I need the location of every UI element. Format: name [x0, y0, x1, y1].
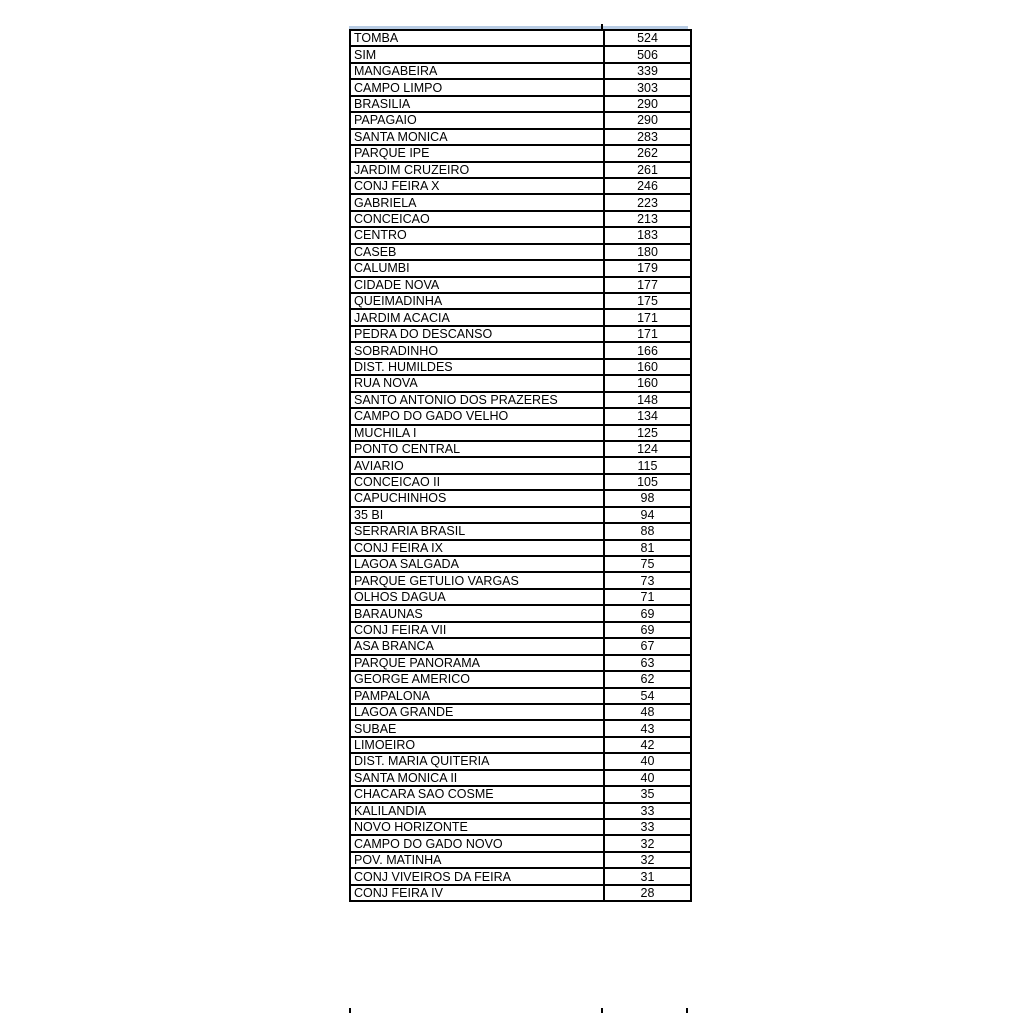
neighborhood-name: SANTO ANTONIO DOS PRAZERES [350, 392, 604, 408]
table-row [350, 540, 691, 556]
count-value: 166 [604, 342, 691, 358]
count-value: 40 [604, 770, 691, 786]
table-row [350, 30, 691, 46]
neighborhood-name: QUEIMADINHA [350, 293, 604, 309]
neighborhood-name: PEDRA DO DESCANSO [350, 326, 604, 342]
table-row [350, 359, 691, 375]
neighborhood-name: CONJ FEIRA VII [350, 622, 604, 638]
neighborhood-name: CONCEICAO II [350, 474, 604, 490]
table-row [350, 688, 691, 704]
neighborhood-name: RUA NOVA [350, 375, 604, 391]
neighborhood-name: PARQUE IPE [350, 145, 604, 161]
table-row [350, 309, 691, 325]
neighborhood-name: BRASILIA [350, 96, 604, 112]
neighborhood-name: CASEB [350, 244, 604, 260]
count-value: 54 [604, 688, 691, 704]
count-value: 160 [604, 375, 691, 391]
table-row [350, 112, 691, 128]
count-value: 32 [604, 835, 691, 851]
table-row [350, 753, 691, 769]
table-row [350, 425, 691, 441]
count-value: 115 [604, 457, 691, 473]
neighborhood-name: SERRARIA BRASIL [350, 523, 604, 539]
neighborhood-name: SIM [350, 46, 604, 62]
count-value: 177 [604, 277, 691, 293]
table-row [350, 770, 691, 786]
count-value: 124 [604, 441, 691, 457]
count-value: 125 [604, 425, 691, 441]
neighborhood-name: CIDADE NOVA [350, 277, 604, 293]
table-row [350, 293, 691, 309]
table-row [350, 457, 691, 473]
count-value: 75 [604, 556, 691, 572]
table-row [350, 622, 691, 638]
neighborhood-name: SOBRADINHO [350, 342, 604, 358]
table-row [350, 79, 691, 95]
neighborhood-name: CAMPO DO GADO VELHO [350, 408, 604, 424]
neighborhood-name: SANTA MONICA [350, 129, 604, 145]
neighborhood-name: CONJ FEIRA IX [350, 540, 604, 556]
neighborhood-name: CAPUCHINHOS [350, 490, 604, 506]
count-value: 175 [604, 293, 691, 309]
neighborhood-name: TOMBA [350, 30, 604, 46]
table-row [350, 474, 691, 490]
count-value: 31 [604, 868, 691, 884]
neighborhood-name: PARQUE PANORAMA [350, 655, 604, 671]
table-row [350, 885, 691, 901]
count-value: 33 [604, 803, 691, 819]
table-row [350, 803, 691, 819]
table-row [350, 244, 691, 260]
count-value: 223 [604, 194, 691, 210]
count-value: 213 [604, 211, 691, 227]
count-value: 94 [604, 507, 691, 523]
neighborhood-name: PARQUE GETULIO VARGAS [350, 572, 604, 588]
table-row [350, 507, 691, 523]
neighborhood-name: BARAUNAS [350, 605, 604, 621]
count-value: 171 [604, 326, 691, 342]
count-value: 69 [604, 605, 691, 621]
count-value: 290 [604, 112, 691, 128]
count-value: 69 [604, 622, 691, 638]
count-value: 67 [604, 638, 691, 654]
table-row [350, 408, 691, 424]
table-row [350, 162, 691, 178]
neighborhood-name: 35 BI [350, 507, 604, 523]
table-row [350, 96, 691, 112]
neighborhood-name: PAPAGAIO [350, 112, 604, 128]
count-value: 40 [604, 753, 691, 769]
count-value: 261 [604, 162, 691, 178]
count-value: 43 [604, 720, 691, 736]
neighborhood-name: JARDIM ACACIA [350, 309, 604, 325]
neighborhood-name: DIST. HUMILDES [350, 359, 604, 375]
neighborhood-name: GEORGE AMERICO [350, 671, 604, 687]
neighborhood-name: PONTO CENTRAL [350, 441, 604, 457]
table-row [350, 638, 691, 654]
table-row [350, 852, 691, 868]
table-row [350, 46, 691, 62]
neighborhood-name: DIST. MARIA QUITERIA [350, 753, 604, 769]
table-row [350, 786, 691, 802]
neighborhood-name: LAGOA GRANDE [350, 704, 604, 720]
neighborhood-name: AVIARIO [350, 457, 604, 473]
neighborhood-name: CAMPO LIMPO [350, 79, 604, 95]
neighborhood-name: KALILANDIA [350, 803, 604, 819]
table-row [350, 129, 691, 145]
table-row [350, 523, 691, 539]
count-value: 134 [604, 408, 691, 424]
table-row [350, 178, 691, 194]
count-value: 71 [604, 589, 691, 605]
count-value: 160 [604, 359, 691, 375]
neighborhood-name: CAMPO DO GADO NOVO [350, 835, 604, 851]
table-row [350, 227, 691, 243]
neighborhood-name: OLHOS DAGUA [350, 589, 604, 605]
neighborhood-name: GABRIELA [350, 194, 604, 210]
table-row [350, 260, 691, 276]
table-row [350, 605, 691, 621]
neighborhood-name: JARDIM CRUZEIRO [350, 162, 604, 178]
table-row [350, 375, 691, 391]
table-row [350, 277, 691, 293]
count-value: 246 [604, 178, 691, 194]
neighborhood-name: ASA BRANCA [350, 638, 604, 654]
neighborhood-table [349, 29, 692, 902]
table-row [350, 819, 691, 835]
count-value: 179 [604, 260, 691, 276]
neighborhood-name: MUCHILA I [350, 425, 604, 441]
count-value: 98 [604, 490, 691, 506]
neighborhood-name: MANGABEIRA [350, 63, 604, 79]
neighborhood-name: CALUMBI [350, 260, 604, 276]
count-value: 35 [604, 786, 691, 802]
neighborhood-name: CONCEICAO [350, 211, 604, 227]
neighborhood-name: LAGOA SALGADA [350, 556, 604, 572]
count-value: 262 [604, 145, 691, 161]
neighborhood-name: CONJ FEIRA X [350, 178, 604, 194]
table-row [350, 655, 691, 671]
table-row [350, 589, 691, 605]
table-row [350, 572, 691, 588]
neighborhood-name: CONJ FEIRA IV [350, 885, 604, 901]
count-value: 524 [604, 30, 691, 46]
neighborhood-name: NOVO HORIZONTE [350, 819, 604, 835]
neighborhood-name: SUBAE [350, 720, 604, 736]
count-value: 180 [604, 244, 691, 260]
neighborhood-name: POV. MATINHA [350, 852, 604, 868]
count-value: 506 [604, 46, 691, 62]
count-value: 73 [604, 572, 691, 588]
table-row [350, 326, 691, 342]
count-value: 283 [604, 129, 691, 145]
table-row [350, 737, 691, 753]
table-row [350, 392, 691, 408]
count-value: 33 [604, 819, 691, 835]
table-row [350, 671, 691, 687]
table-row [350, 211, 691, 227]
table-row [350, 556, 691, 572]
table-continuation [349, 1008, 688, 1013]
table-row [350, 490, 691, 506]
count-value: 48 [604, 704, 691, 720]
count-value: 28 [604, 885, 691, 901]
count-value: 171 [604, 309, 691, 325]
table-row [350, 145, 691, 161]
table-row [350, 835, 691, 851]
count-value: 88 [604, 523, 691, 539]
neighborhood-name: SANTA MONICA II [350, 770, 604, 786]
count-value: 62 [604, 671, 691, 687]
neighborhood-name: CONJ VIVEIROS DA FEIRA [350, 868, 604, 884]
count-value: 148 [604, 392, 691, 408]
count-value: 183 [604, 227, 691, 243]
count-value: 81 [604, 540, 691, 556]
table-row [350, 704, 691, 720]
neighborhood-name: PAMPALONA [350, 688, 604, 704]
table-row [350, 342, 691, 358]
count-value: 63 [604, 655, 691, 671]
count-value: 303 [604, 79, 691, 95]
table-row [350, 63, 691, 79]
table-row [350, 194, 691, 210]
neighborhood-name: LIMOEIRO [350, 737, 604, 753]
count-value: 105 [604, 474, 691, 490]
table-row [350, 868, 691, 884]
count-value: 339 [604, 63, 691, 79]
table-row [350, 720, 691, 736]
count-value: 42 [604, 737, 691, 753]
count-value: 32 [604, 852, 691, 868]
neighborhood-name: CENTRO [350, 227, 604, 243]
count-value: 290 [604, 96, 691, 112]
table-row [350, 441, 691, 457]
neighborhood-name: CHACARA SAO COSME [350, 786, 604, 802]
